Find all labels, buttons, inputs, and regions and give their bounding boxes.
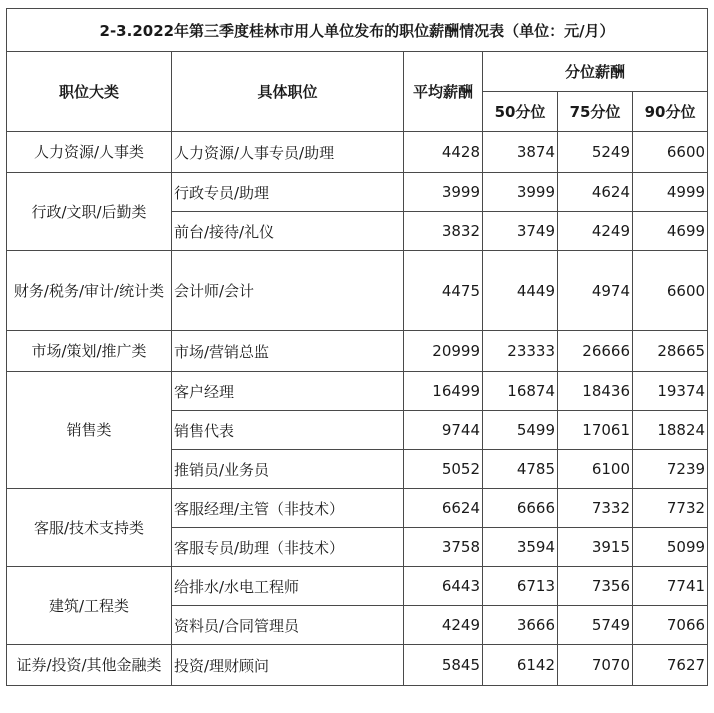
p50-cell: 6666	[483, 489, 558, 528]
salary-table	[6, 8, 708, 686]
p90-cell: 7239	[633, 450, 708, 489]
position-cell: 会计师/会计	[172, 251, 404, 331]
position-cell: 前台/接待/礼仪	[172, 212, 404, 251]
avg-salary-cell: 6443	[404, 567, 483, 606]
avg-salary-cell: 20999	[404, 331, 483, 372]
position-cell: 客户经理	[172, 372, 404, 411]
header-p90: 90分位	[633, 92, 708, 132]
p75-cell: 18436	[558, 372, 633, 411]
p90-cell: 6600	[633, 251, 708, 331]
table-row	[7, 331, 708, 372]
p50-cell: 5499	[483, 411, 558, 450]
p90-cell: 18824	[633, 411, 708, 450]
avg-salary-cell: 4475	[404, 251, 483, 331]
p50-cell: 3874	[483, 132, 558, 173]
header-position: 具体职位	[172, 52, 404, 132]
position-cell: 行政专员/助理	[172, 173, 404, 212]
p90-cell: 7066	[633, 606, 708, 645]
p75-cell: 17061	[558, 411, 633, 450]
header-row-1	[7, 52, 708, 92]
p75-cell: 7356	[558, 567, 633, 606]
avg-salary-cell: 4249	[404, 606, 483, 645]
category-cell: 证券/投资/其他金融类	[7, 645, 172, 686]
avg-salary-cell: 9744	[404, 411, 483, 450]
p50-cell: 16874	[483, 372, 558, 411]
table-row	[7, 173, 708, 212]
category-cell: 人力资源/人事类	[7, 132, 172, 173]
p75-cell: 5749	[558, 606, 633, 645]
p50-cell: 6713	[483, 567, 558, 606]
p50-cell: 3594	[483, 528, 558, 567]
position-cell: 推销员/业务员	[172, 450, 404, 489]
p90-cell: 5099	[633, 528, 708, 567]
p75-cell: 6100	[558, 450, 633, 489]
p50-cell: 3749	[483, 212, 558, 251]
title-row	[7, 9, 708, 52]
category-cell: 行政/文职/后勤类	[7, 173, 172, 251]
avg-salary-cell: 6624	[404, 489, 483, 528]
position-cell: 投资/理财顾问	[172, 645, 404, 686]
table-row	[7, 567, 708, 606]
avg-salary-cell: 3999	[404, 173, 483, 212]
p90-cell: 19374	[633, 372, 708, 411]
p75-cell: 4974	[558, 251, 633, 331]
table-row	[7, 645, 708, 686]
p50-cell: 3999	[483, 173, 558, 212]
p50-cell: 4449	[483, 251, 558, 331]
position-cell: 给排水/水电工程师	[172, 567, 404, 606]
position-cell: 人力资源/人事专员/助理	[172, 132, 404, 173]
category-cell: 财务/税务/审计/统计类	[7, 251, 172, 331]
p90-cell: 28665	[633, 331, 708, 372]
p90-cell: 7741	[633, 567, 708, 606]
header-p75: 75分位	[558, 92, 633, 132]
avg-salary-cell: 3758	[404, 528, 483, 567]
avg-salary-cell: 5845	[404, 645, 483, 686]
position-cell: 资料员/合同管理员	[172, 606, 404, 645]
avg-salary-cell: 4428	[404, 132, 483, 173]
category-cell: 建筑/工程类	[7, 567, 172, 645]
p75-cell: 5249	[558, 132, 633, 173]
p75-cell: 4249	[558, 212, 633, 251]
p90-cell: 7732	[633, 489, 708, 528]
avg-salary-cell: 16499	[404, 372, 483, 411]
p75-cell: 3915	[558, 528, 633, 567]
table-row	[7, 489, 708, 528]
p75-cell: 7070	[558, 645, 633, 686]
header-p50: 50分位	[483, 92, 558, 132]
p50-cell: 4785	[483, 450, 558, 489]
avg-salary-cell: 3832	[404, 212, 483, 251]
header-category: 职位大类	[7, 52, 172, 132]
table-row	[7, 372, 708, 411]
p90-cell: 4999	[633, 173, 708, 212]
table-row	[7, 132, 708, 173]
position-cell: 客服经理/主管（非技术）	[172, 489, 404, 528]
header-percentile-group: 分位薪酬	[483, 52, 708, 92]
category-cell: 客服/技术支持类	[7, 489, 172, 567]
p75-cell: 26666	[558, 331, 633, 372]
table-row	[7, 251, 708, 331]
category-cell: 市场/策划/推广类	[7, 331, 172, 372]
p50-cell: 3666	[483, 606, 558, 645]
header-avg: 平均薪酬	[404, 52, 483, 132]
table-title: 2-3.2022年第三季度桂林市用人单位发布的职位薪酬情况表（单位：元/月）	[7, 9, 708, 52]
position-cell: 市场/营销总监	[172, 331, 404, 372]
p50-cell: 23333	[483, 331, 558, 372]
p50-cell: 6142	[483, 645, 558, 686]
p90-cell: 7627	[633, 645, 708, 686]
p90-cell: 6600	[633, 132, 708, 173]
p90-cell: 4699	[633, 212, 708, 251]
p75-cell: 7332	[558, 489, 633, 528]
avg-salary-cell: 5052	[404, 450, 483, 489]
position-cell: 客服专员/助理（非技术）	[172, 528, 404, 567]
category-cell: 销售类	[7, 372, 172, 489]
position-cell: 销售代表	[172, 411, 404, 450]
p75-cell: 4624	[558, 173, 633, 212]
